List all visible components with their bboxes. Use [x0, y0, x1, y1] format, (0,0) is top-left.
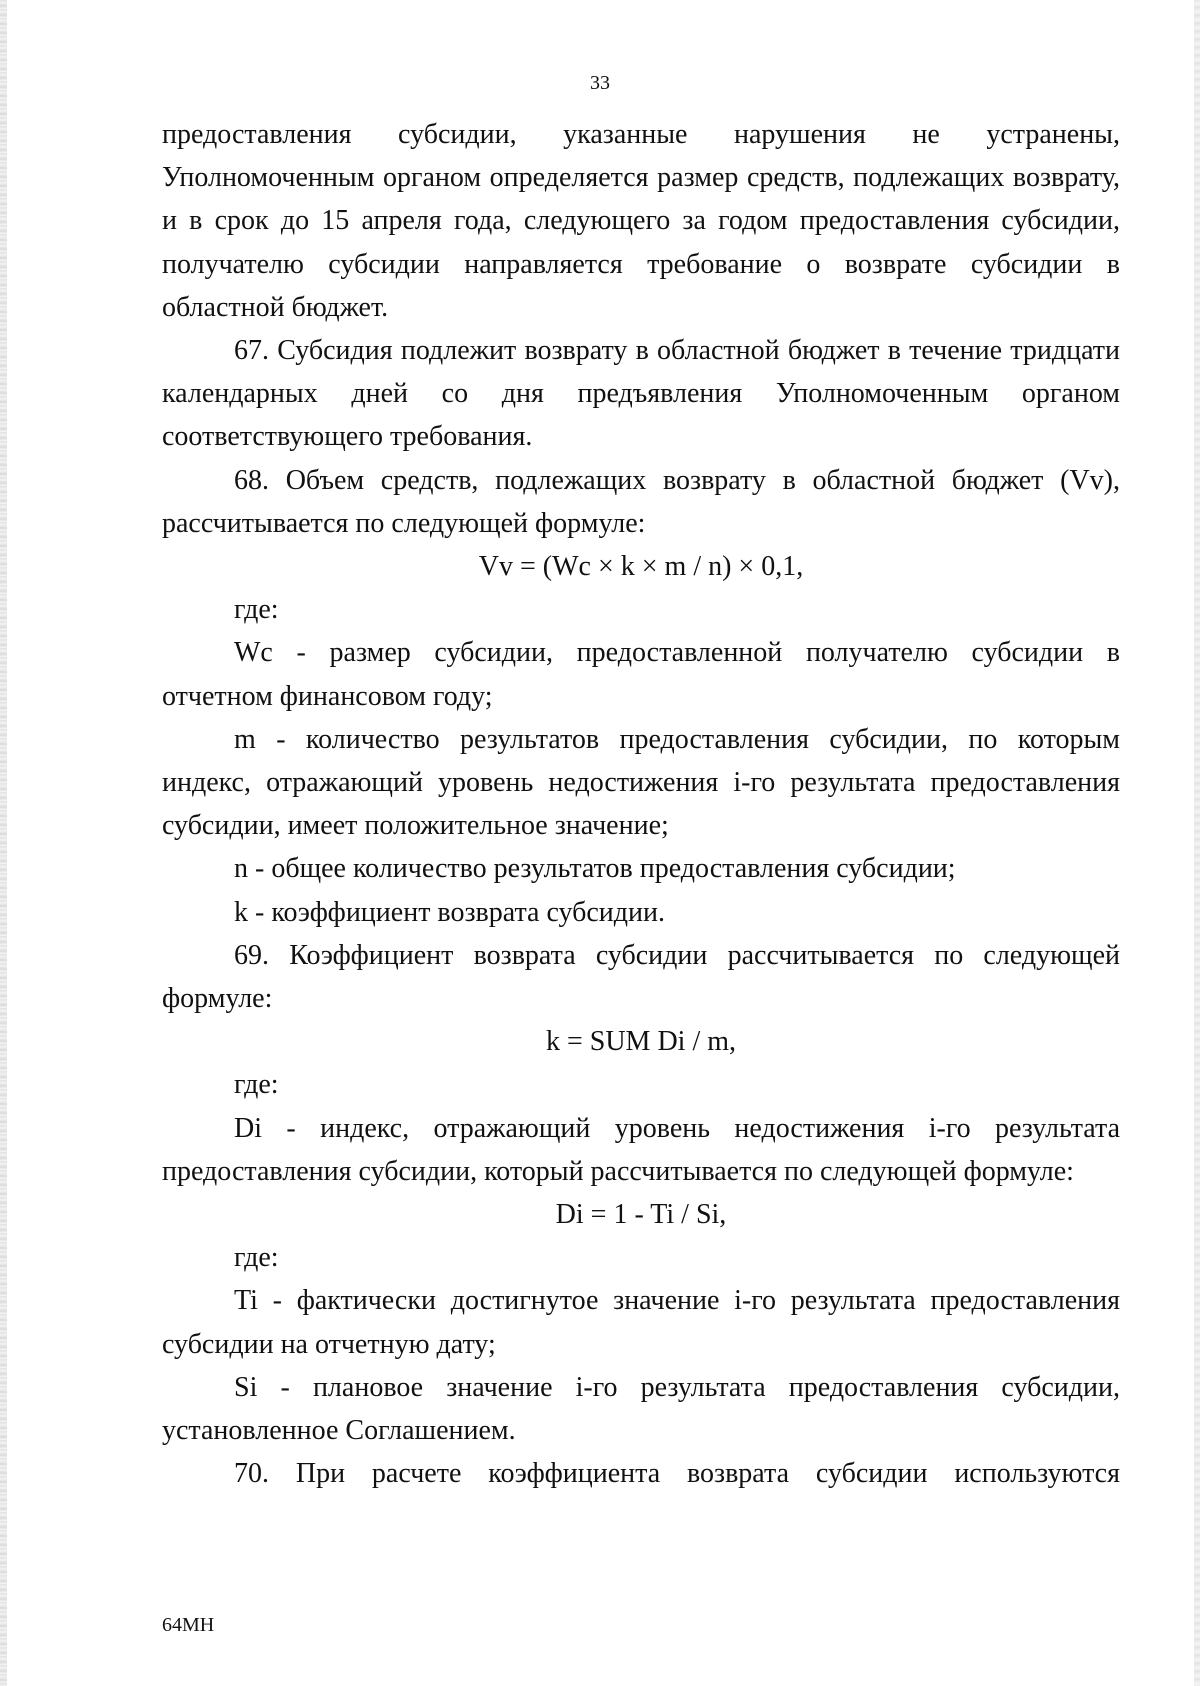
clause-69: 69. Коэффициент возврата субсидии рассчитывается по следующей формуле: — [162, 939, 1120, 1015]
document-code: 64МН — [162, 1614, 215, 1636]
definition-ti: Ti - фактически достигнутое значение i-го результата предоставления субсидии на отчетную дату; — [162, 1285, 1120, 1360]
definition-wc: Wc - размер субсидии, предоставленной получателю субсидии в отчетном финансовом году; — [162, 637, 1120, 712]
document-body — [162, 113, 1120, 1496]
definition-di: Di - индекс, отражающий уровень недостижения i-го результата предоставления субсидии, который рассчитывается по следующей формуле: — [162, 1112, 1120, 1187]
where-label: где: — [234, 1069, 279, 1101]
definition-m: m - количество результатов предоставления субсидии, по которым индекс, отражающий уровень недостижения i-го результата предоставления субсидии, имеет положительное значение; — [162, 723, 1120, 842]
formula-di: Di = 1 - Ti / Si, — [555, 1199, 727, 1231]
where-label: где: — [234, 1242, 279, 1274]
clause-68: 68. Объем средств, подлежащих возврату в областной бюджет (Vv), рассчитывается по следующей формуле: — [162, 464, 1120, 539]
where-label: где: — [234, 594, 279, 626]
definition-k: k - коэффициент возврата субсидии. — [234, 896, 666, 928]
formula-k: k = SUM Di / m, — [545, 1026, 737, 1058]
page-number: 33 — [590, 72, 610, 94]
definition-si: Si - плановое значение i-го результата предоставления субсидии, установленное Соглашением. — [162, 1371, 1120, 1447]
scan-edge-right — [1194, 0, 1200, 1686]
formula-vv: Vv = (Wc × k × m / n) × 0,1, — [478, 551, 804, 583]
paragraph-continuation: предоставления субсидии, указанные нарушения не устранены, Уполномоченным органом определяется размер средств, подлежащих возврату, и в срок до 15 апреля года, следующего за годом предоставления субсидии, получателю субсидии направляется требование о возврате субсидии в областной бюджет. — [162, 119, 1120, 323]
clause-67: 67. Субсидия подлежит возврату в областной бюджет в течение тридцати календарных дней со дня предъявления Уполномоченным органом соответствующего требования. — [162, 335, 1120, 453]
clause-70: 70. При расчете коэффициента возврата субсидии используются — [234, 1458, 1120, 1490]
definition-n: n - общее количество результатов предоставления субсидии; — [234, 853, 956, 885]
scan-edge-left — [0, 0, 7, 1686]
